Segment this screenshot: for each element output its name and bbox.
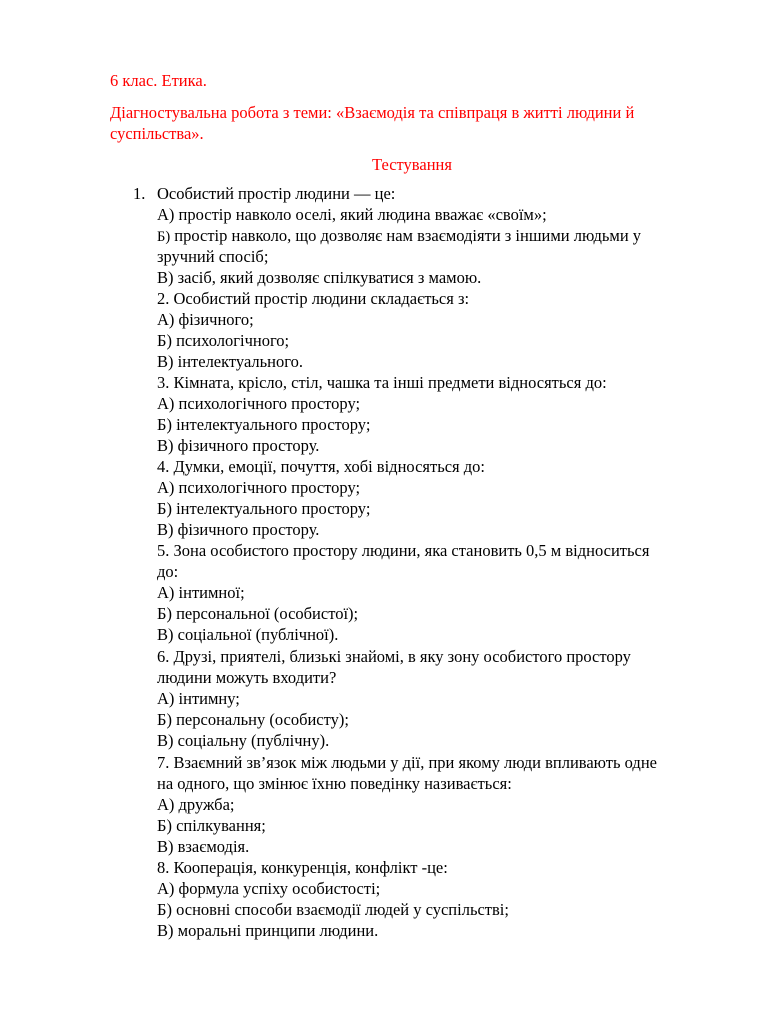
question-2-option-b: Б) психологічного; bbox=[157, 331, 290, 350]
question-5-line-1: 5. Зона особистого простору людини, яка становить 0,5 м відноситься bbox=[157, 541, 650, 560]
question-8-option-b: Б) основні способи взаємодії людей у суспільстві; bbox=[157, 900, 509, 919]
question-3-option-b: Б) інтелектуального простору; bbox=[157, 415, 371, 434]
question-4-option-a: А) психологічного простору; bbox=[157, 478, 361, 497]
question-5-option-b: Б) персональної (особистої); bbox=[157, 604, 359, 623]
question-2-option-c: В) інтелектуального. bbox=[157, 352, 303, 371]
question-4-option-c: В) фізичного простору. bbox=[157, 520, 320, 539]
section-title: Тестування bbox=[372, 155, 452, 174]
class-subject-line: 6 клас. Етика. bbox=[110, 71, 207, 90]
question-6-line-2: людини можуть входити? bbox=[157, 668, 337, 687]
question-1-option-a: А) простір навколо оселі, який людина вважає «своїм»; bbox=[157, 205, 547, 224]
question-8: 8. Кооперація, конкуренція, конфлікт -це: bbox=[157, 858, 448, 877]
question-5-option-c: В) соціальної (публічної). bbox=[157, 625, 339, 644]
question-1-number: 1. bbox=[133, 184, 146, 203]
question-3: 3. Кімната, крісло, стіл, чашка та інші предмети відносяться до: bbox=[157, 373, 607, 392]
question-6-option-b: Б) персональну (особисту); bbox=[157, 710, 349, 729]
question-7-line-2: на одного, що змінює їхню поведінку називається: bbox=[157, 774, 512, 793]
work-title-line-2: суспільства». bbox=[110, 124, 204, 143]
question-7-line-1: 7. Взаємний зв’язок між людьми у дії, при якому люди впливають одне bbox=[157, 753, 657, 772]
option-b-letter: Б) bbox=[157, 229, 171, 245]
question-3-option-c: В) фізичного простору. bbox=[157, 436, 320, 455]
question-5-option-a: А) інтимної; bbox=[157, 583, 245, 602]
work-title-line-1: Діагностувальна робота з теми: «Взаємодія та співпраця в житті людини й bbox=[110, 103, 635, 122]
question-1: Особистий простір людини — це: bbox=[157, 184, 396, 203]
question-2: 2. Особистий простір людини складається з: bbox=[157, 289, 470, 308]
question-6-line-1: 6. Друзі, приятелі, близькі знайомі, в яку зону особистого простору bbox=[157, 647, 631, 666]
question-1-option-c: В) засіб, який дозволяє спілкуватися з мамою. bbox=[157, 268, 482, 287]
question-6-option-c: В) соціальну (публічну). bbox=[157, 731, 330, 750]
question-3-option-a: А) психологічного простору; bbox=[157, 394, 361, 413]
question-1-option-b-line-2: зручний спосіб; bbox=[157, 247, 269, 266]
question-8-option-a: А) формула успіху особистості; bbox=[157, 879, 381, 898]
question-8-option-c: В) моральні принципи людини. bbox=[157, 921, 379, 940]
question-6-option-a: А) інтимну; bbox=[157, 689, 240, 708]
question-2-option-a: А) фізичного; bbox=[157, 310, 254, 329]
question-4-option-b: Б) інтелектуального простору; bbox=[157, 499, 371, 518]
question-4: 4. Думки, емоції, почуття, хобі відносяться до: bbox=[157, 457, 485, 476]
question-1-option-b-line-1 bbox=[157, 225, 641, 248]
question-5-line-2: до: bbox=[157, 562, 179, 581]
option-b-text: простір навколо, що дозволяє нам взаємодіяти з іншими людьми у bbox=[174, 226, 642, 245]
question-7-option-b: Б) спілкування; bbox=[157, 816, 266, 835]
question-7-option-c: В) взаємодія. bbox=[157, 837, 250, 856]
question-7-option-a: А) дружба; bbox=[157, 795, 235, 814]
